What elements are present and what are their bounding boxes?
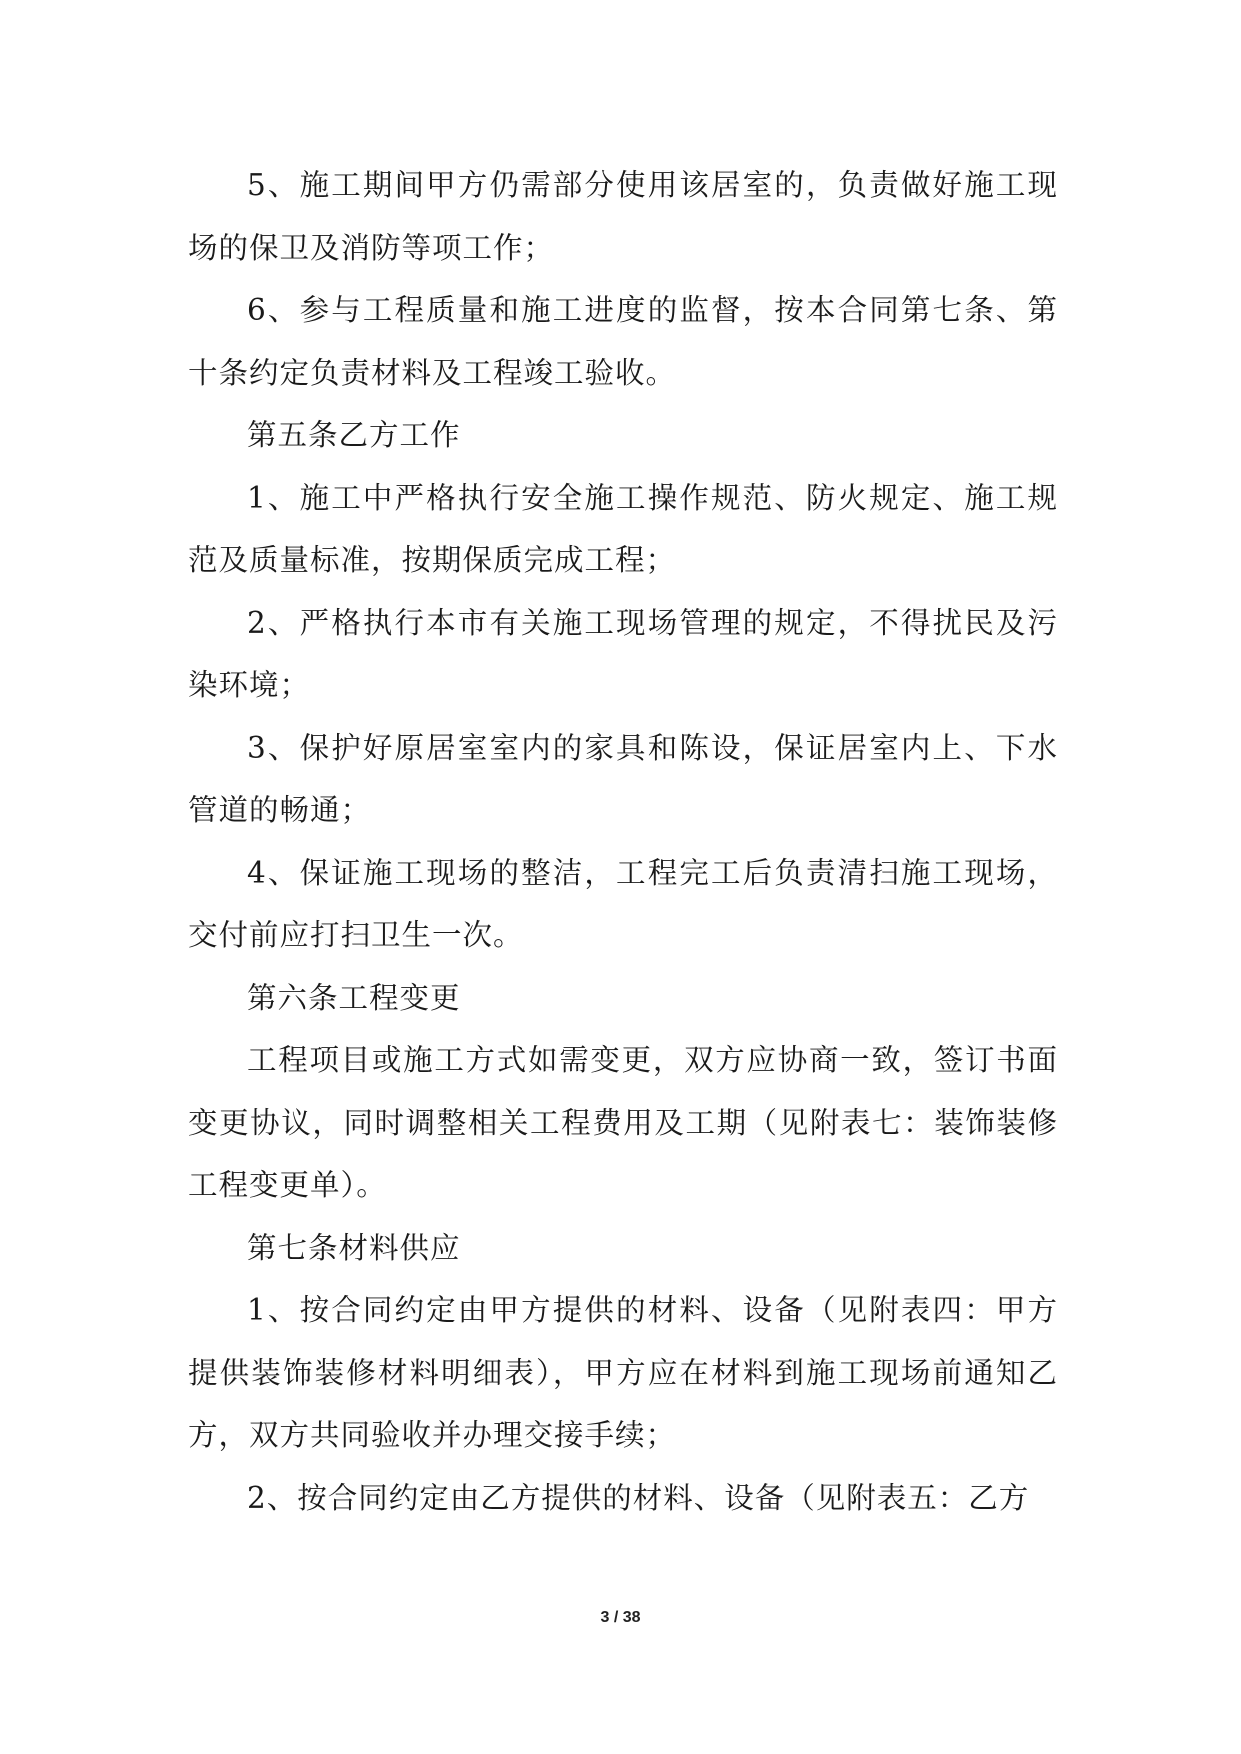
paragraph-change-terms: 工程项目或施工方式如需变更，双方应协商一致，签订书面变更协议，同时调整相关工程费用及工期（见附表七：装饰装修工程变更单）。 <box>188 1043 1058 1202</box>
section-heading-article-7: 第七条材料供应 <box>247 1230 461 1265</box>
paragraph-material-item-1: 1、按合同约定由甲方提供的材料、设备（见附表四：甲方提供装饰装修材料明细表），甲方应在材料到施工现场前通知乙方，双方共同验收并办理交接手续； <box>188 1293 1058 1452</box>
paragraph-item-4: 4、保证施工现场的整洁，工程完工后负责清扫施工现场，交付前应打扫卫生一次。 <box>188 855 1058 952</box>
section-heading-article-6: 第六条工程变更 <box>247 980 461 1015</box>
paragraph-item-5: 5、施工期间甲方仍需部分使用该居室的，负责做好施工现场的保卫及消防等项工作； <box>188 168 1058 265</box>
document-body <box>188 154 1058 1529</box>
paragraph-material-item-2: 2、按合同约定由乙方提供的材料、设备（见附表五：乙方 <box>247 1480 1030 1515</box>
paragraph-item-1: 1、施工中严格执行安全施工操作规范、防火规定、施工规范及质量标准，按期保质完成工程； <box>188 480 1058 577</box>
page-number: 3 / 38 <box>600 1609 641 1626</box>
section-heading-article-5: 第五条乙方工作 <box>247 418 461 452</box>
paragraph-item-2: 2、严格执行本市有关施工现场管理的规定，不得扰民及污染环境； <box>188 605 1058 702</box>
paragraph-item-6: 6、参与工程质量和施工进度的监督，按本合同第七条、第十条约定负责材料及工程竣工验收。 <box>188 293 1058 390</box>
paragraph-item-3: 3、保护好原居室室内的家具和陈设，保证居室内上、下水管道的畅通； <box>188 730 1058 827</box>
